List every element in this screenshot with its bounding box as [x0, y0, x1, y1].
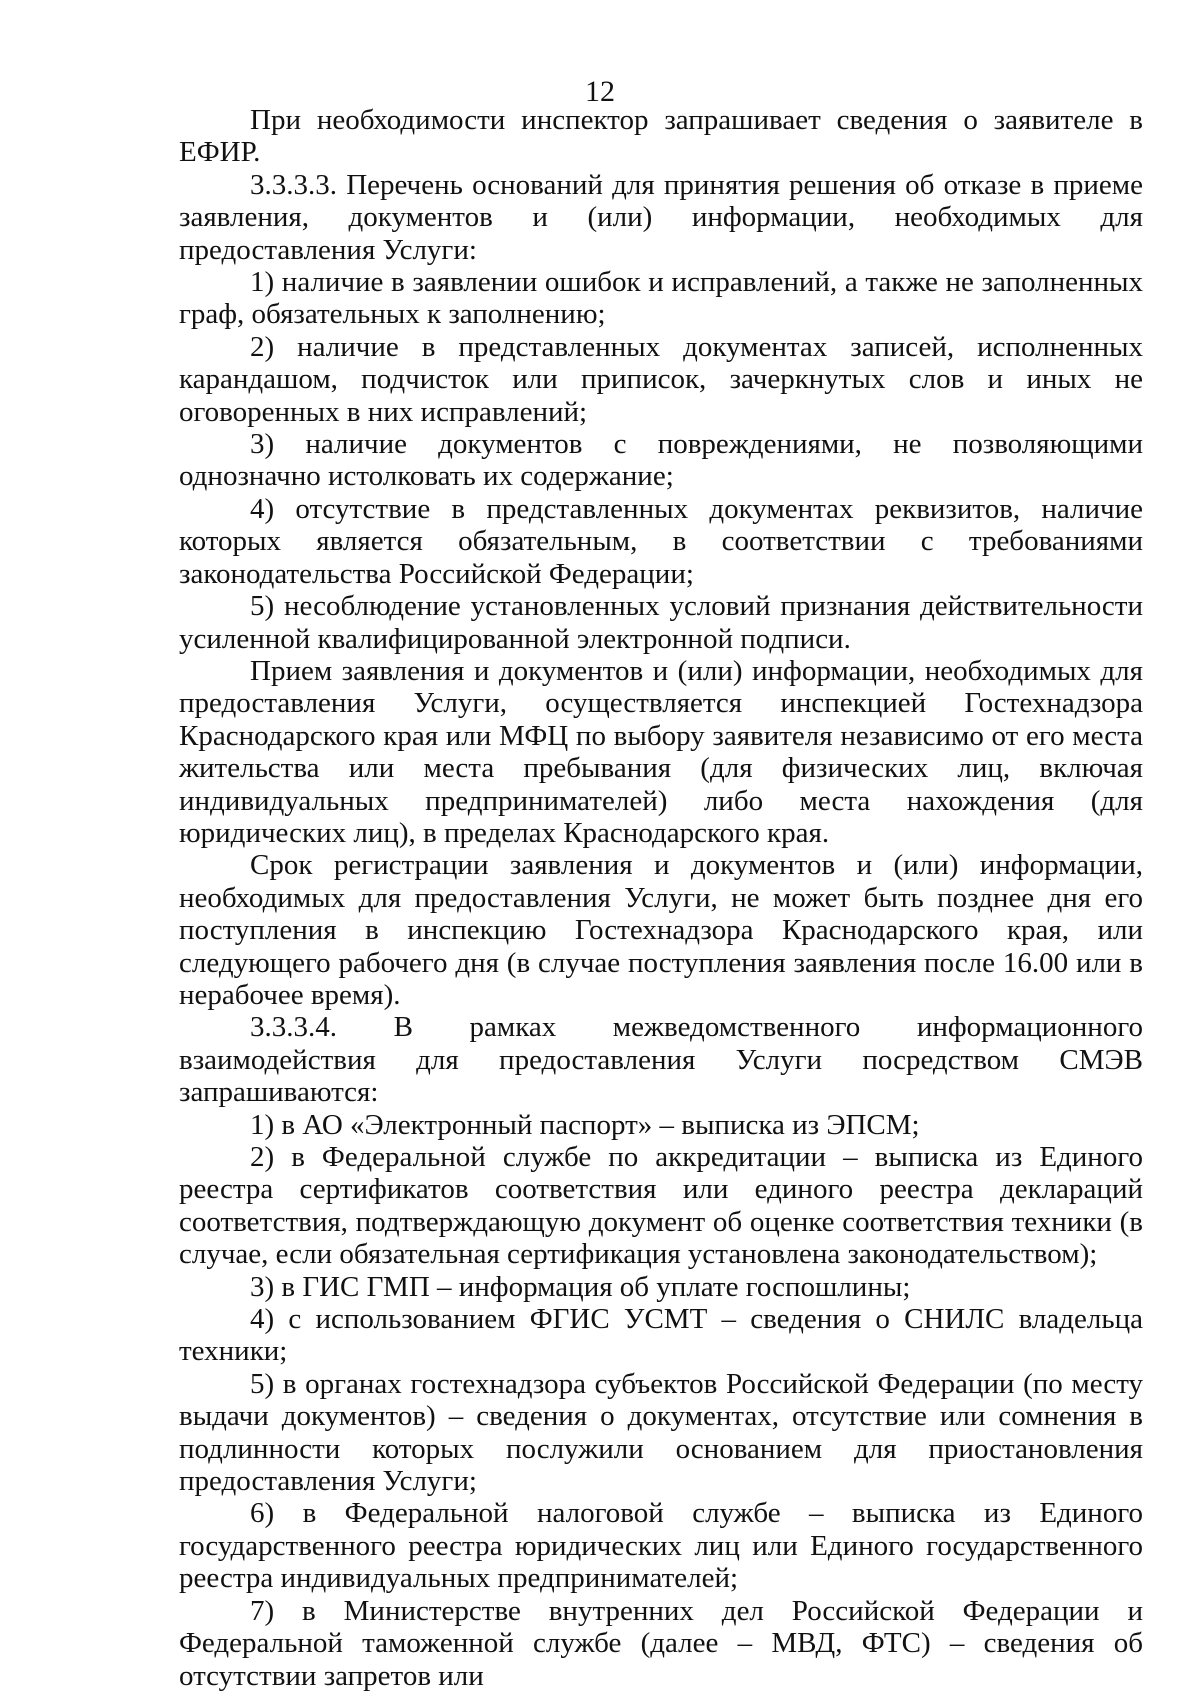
list-item: 5) несоблюдение установленных условий признания действительности усиленной квалифицированной электронной подписи. [179, 590, 1143, 655]
paragraph: 3.3.3.3. Перечень оснований для принятия решения об отказе в приеме заявления, документов и (или) информации, необходимых для предоставления Услуги: [179, 168, 1143, 266]
list-item: 7) в Министерстве внутренних дел Российской Федерации и Федеральной таможенной службе (далее – МВД, ФТС) – сведения об отсутствии запретов или [179, 1594, 1143, 1692]
list-item: 3) в ГИС ГМП – информация об уплате госпошлины; [250, 1270, 911, 1303]
list-item: 6) в Федеральной налоговой службе – выписка из Единого государственного реестра юридических лиц или Единого государственного реестра индивидуальных предпринимателей; [179, 1497, 1143, 1595]
paragraph: 3.3.3.4. В рамках межведомственного информационного взаимодействия для предоставления Услуги посредством СМЭВ запрашиваются: [179, 1011, 1143, 1109]
list-item: 4) с использованием ФГИС УСМТ – сведения о СНИЛС владельца техники; [179, 1303, 1143, 1368]
list-item: 5) в органах гостехнадзора субъектов Российской Федерации (по месту выдачи документов) – сведения о документах, отсутствие или сомнения в подлинности которых послужили основанием для приостановления предоставления Услуги; [179, 1367, 1143, 1498]
paragraph: Срок регистрации заявления и документов и (или) информации, необходимых для предоставления Услуги, не может быть позднее дня его поступления в инспекцию Гостехнадзора Краснодарского края, или следующего рабочего дня (в случае поступления заявления после 16.00 или в нерабочее время). [179, 849, 1143, 1011]
list-item: 2) в Федеральной службе по аккредитации – выписка из Единого реестра сертификатов соответствия или единого реестра деклараций соответствия, подтверждающую документ об оценке соответствия техники (в случае, если обязательная сертификация установлена законодательством); [179, 1141, 1143, 1271]
list-item: 2) наличие в представленных документах записей, исполненных карандашом, подчисток или приписок, зачеркнутых слов и иных не оговоренных в них исправлений; [179, 330, 1143, 428]
list-item: 1) наличие в заявлении ошибок и исправлений, а также не заполненных граф, обязательных к заполнению; [179, 266, 1143, 331]
list-item: 1) в АО «Электронный паспорт» – выписка из ЭПСМ; [250, 1108, 920, 1141]
page-number: 12 [585, 75, 615, 108]
paragraph: Прием заявления и документов и (или) информации, необходимых для предоставления Услуги, осуществляется инспекцией Гостехнадзора Краснодарского края или МФЦ по выбору заявителя независимо от его места жительства или места пребывания (для физических лиц, включая индивидуальных предпринимателей) либо места нахождения (для юридических лиц), в пределах Краснодарского края. [179, 654, 1143, 849]
paragraph: При необходимости инспектор запрашивает сведения о заявителе в ЕФИР. [179, 104, 1143, 169]
document-body [179, 104, 1143, 1692]
list-item: 3) наличие документов с повреждениями, не позволяющими однозначно истолковать их содержание; [179, 428, 1143, 493]
list-item: 4) отсутствие в представленных документах реквизитов, наличие которых является обязательным, в соответствии с требованиями законодательства Российской Федерации; [179, 492, 1143, 590]
